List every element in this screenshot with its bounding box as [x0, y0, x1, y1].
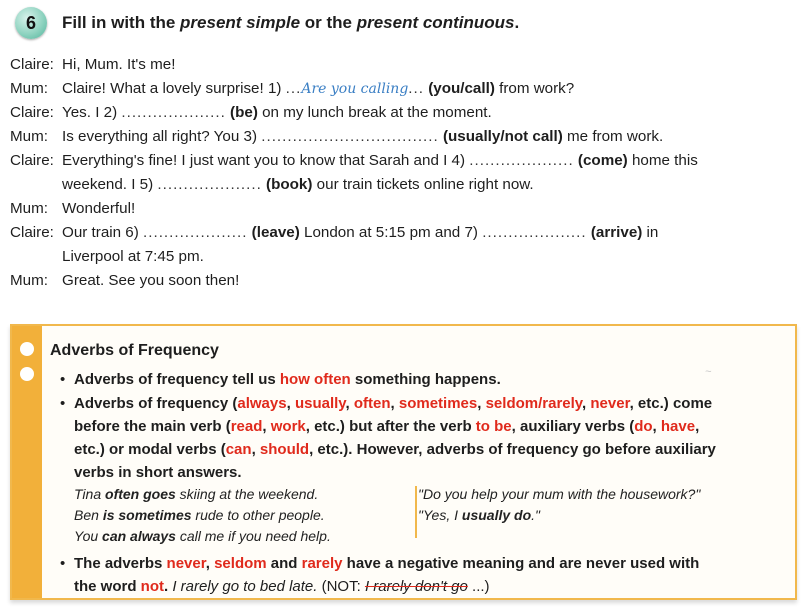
text-segment: call me if you need help.: [175, 528, 331, 544]
example-divider: [415, 486, 417, 538]
verb-cue: often goes: [105, 486, 176, 502]
text-segment: on my lunch break at the moment.: [257, 104, 492, 121]
text-segment: verbs in short answers.: [74, 464, 242, 481]
highlight-term: never: [590, 395, 630, 412]
highlight-term: to be: [475, 418, 512, 435]
text-segment: from work?: [494, 80, 575, 97]
blank-dots: ....................: [482, 224, 587, 241]
line-text: [62, 56, 175, 73]
text-segment: ,: [251, 441, 260, 458]
instruction-part: Fill in with the: [62, 13, 181, 32]
highlight-term: usually: [294, 395, 346, 412]
example-line: [418, 507, 540, 523]
line-text: [62, 224, 658, 241]
text-segment: me from work.: [562, 128, 664, 145]
verb-cue: can always: [102, 528, 176, 544]
verb-cue: (you/call): [428, 80, 495, 97]
text-segment: have a negative meaning and are never used with: [342, 555, 700, 572]
line-text: [62, 176, 534, 193]
example-line: [74, 507, 325, 523]
page-smudge: ~: [705, 366, 712, 378]
text-segment: Our train 6): [62, 224, 144, 241]
blank-dots: ...: [285, 80, 302, 97]
highlight-term: how often: [279, 371, 351, 388]
line-text: [62, 128, 663, 145]
text-segment: ,: [477, 395, 486, 412]
speaker-name: Claire:: [10, 152, 54, 169]
grammar-box: [10, 324, 797, 600]
highlight-term: work: [270, 418, 306, 435]
text-segment: ,: [652, 418, 661, 435]
text-segment: home this: [627, 152, 698, 169]
blank-dots: ....................: [157, 176, 262, 193]
highlight-term: seldom/rarely: [485, 395, 583, 412]
highlight-term: sometimes: [398, 395, 478, 412]
text-segment: before the main verb (: [74, 418, 231, 435]
speaker-name: Mum:: [10, 128, 48, 145]
highlight-term: always: [237, 395, 287, 412]
text-segment: ,: [695, 418, 700, 435]
text-segment: London at 5:15 pm and 7): [299, 224, 483, 241]
verb-cue: (leave): [251, 224, 300, 241]
line-text: [62, 248, 204, 265]
text-segment: (NOT:: [317, 578, 365, 595]
highlight-term: do: [634, 418, 653, 435]
verb-cue: is sometimes: [102, 507, 192, 523]
text-segment: our train tickets online right now.: [312, 176, 534, 193]
bullet-point: •: [60, 371, 66, 388]
text-segment: Liverpool at 7:45 pm.: [62, 248, 204, 265]
speaker-name: Claire:: [10, 56, 54, 73]
verb-cue: (book): [266, 176, 313, 193]
text-segment: Everything's fine! I just want you to know that Sarah and I 4): [62, 152, 470, 169]
text-segment: Tina: [74, 486, 106, 502]
struck-example: I rarely don't go: [364, 578, 468, 595]
punch-hole: [20, 342, 34, 356]
text-segment: in: [642, 224, 659, 241]
instruction-part: or the: [300, 13, 357, 32]
text-segment: Claire! What a lovely surprise! 1): [62, 80, 286, 97]
punch-hole: [20, 367, 34, 381]
text-segment: skiing at the weekend.: [175, 486, 319, 502]
text-segment: Adverbs of frequency tell us: [74, 371, 280, 388]
example-line: [74, 528, 331, 544]
verb-cue: usually do: [461, 507, 532, 523]
rule-line: [74, 371, 501, 388]
text-segment: Great. See you soon then!: [62, 272, 240, 289]
verb-cue: (be): [230, 104, 258, 121]
speaker-name: Mum:: [10, 272, 48, 289]
text-segment: "Yes, I: [418, 507, 462, 523]
text-segment: .": [531, 507, 540, 523]
line-text: [62, 152, 698, 169]
verb-cue: (usually/not call): [442, 128, 563, 145]
text-segment: ,: [390, 395, 399, 412]
text-segment: ,: [345, 395, 354, 412]
speaker-name: Mum:: [10, 200, 48, 217]
box-side-strip: [12, 326, 42, 598]
text-segment: You: [74, 528, 103, 544]
exercise-number-badge: 6: [15, 7, 47, 39]
text-segment: and: [266, 555, 302, 572]
text-segment: ,: [205, 555, 215, 572]
speaker-name: Claire:: [10, 104, 54, 121]
example-line: [418, 486, 700, 502]
example-line: [74, 486, 318, 502]
text-segment: Wonderful!: [62, 200, 136, 217]
text-segment: The adverbs: [74, 555, 167, 572]
line-text: [62, 104, 492, 121]
instruction-part: present simple: [180, 13, 301, 32]
handwritten-answer: Are you calling: [301, 81, 409, 97]
blank-dots: ...: [408, 80, 424, 97]
bullet-point: •: [60, 555, 66, 572]
text-segment: weekend. I 5): [62, 176, 158, 193]
text-segment: Adverbs of frequency (: [74, 395, 238, 412]
text-segment: something happens.: [350, 371, 501, 388]
grammar-box-title: Adverbs of Frequency: [50, 342, 219, 359]
rule-line: [74, 578, 490, 595]
blank-dots: ....................: [121, 104, 226, 121]
highlight-term: often: [353, 395, 391, 412]
blank-dots: ....................: [469, 152, 574, 169]
speaker-name: Mum:: [10, 80, 48, 97]
speaker-name: Claire:: [10, 224, 54, 241]
rule-line: [74, 555, 699, 572]
text-segment: ...): [467, 578, 490, 595]
verb-cue: (come): [577, 152, 628, 169]
blank-dots: ....................: [143, 224, 248, 241]
text-segment: , etc.) come: [629, 395, 713, 412]
highlight-term: read: [230, 418, 263, 435]
highlight-term: never: [166, 555, 206, 572]
instruction-part: present continuous: [356, 13, 515, 32]
exercise-instruction: [62, 13, 519, 33]
rule-line: [74, 395, 712, 412]
text-segment: Is everything all right? You 3): [62, 128, 262, 145]
text-segment: the word: [74, 578, 141, 595]
text-segment: .: [164, 578, 173, 595]
instruction-part: .: [514, 13, 520, 32]
text-segment: etc.) or modal verbs (: [74, 441, 226, 458]
bullet-point: •: [60, 395, 66, 412]
line-text: [62, 200, 135, 217]
highlight-term: rarely: [301, 555, 343, 572]
text-segment: Hi, Mum. It's me!: [62, 56, 176, 73]
text-segment: , etc.) but after the verb: [305, 418, 476, 435]
highlight-term: seldom: [214, 555, 267, 572]
blank-dots: ..................................: [261, 128, 439, 145]
rule-line: [74, 464, 242, 481]
line-text: [62, 272, 239, 289]
text-segment: ,: [286, 395, 295, 412]
text-segment: ,: [582, 395, 591, 412]
text-segment: Yes. I 2): [62, 104, 122, 121]
text-segment: , auxiliary verbs (: [511, 418, 635, 435]
text-segment: ,: [262, 418, 271, 435]
highlight-term: have: [660, 418, 696, 435]
rule-line: [74, 441, 716, 458]
highlight-term: should: [259, 441, 310, 458]
text-segment: "Do you help your mum with the housework?": [418, 486, 701, 502]
highlight-term: not: [140, 578, 164, 595]
line-text: [62, 80, 574, 97]
verb-cue: (arrive): [590, 224, 643, 241]
text-segment: rude to other people.: [191, 507, 325, 523]
rule-line: [74, 418, 699, 435]
text-segment: Ben: [74, 507, 103, 523]
text-segment: , etc.). However, adverbs of frequency go before auxiliary: [309, 441, 716, 458]
highlight-term: can: [225, 441, 252, 458]
example-sentence: I rarely go to bed late.: [172, 578, 318, 595]
